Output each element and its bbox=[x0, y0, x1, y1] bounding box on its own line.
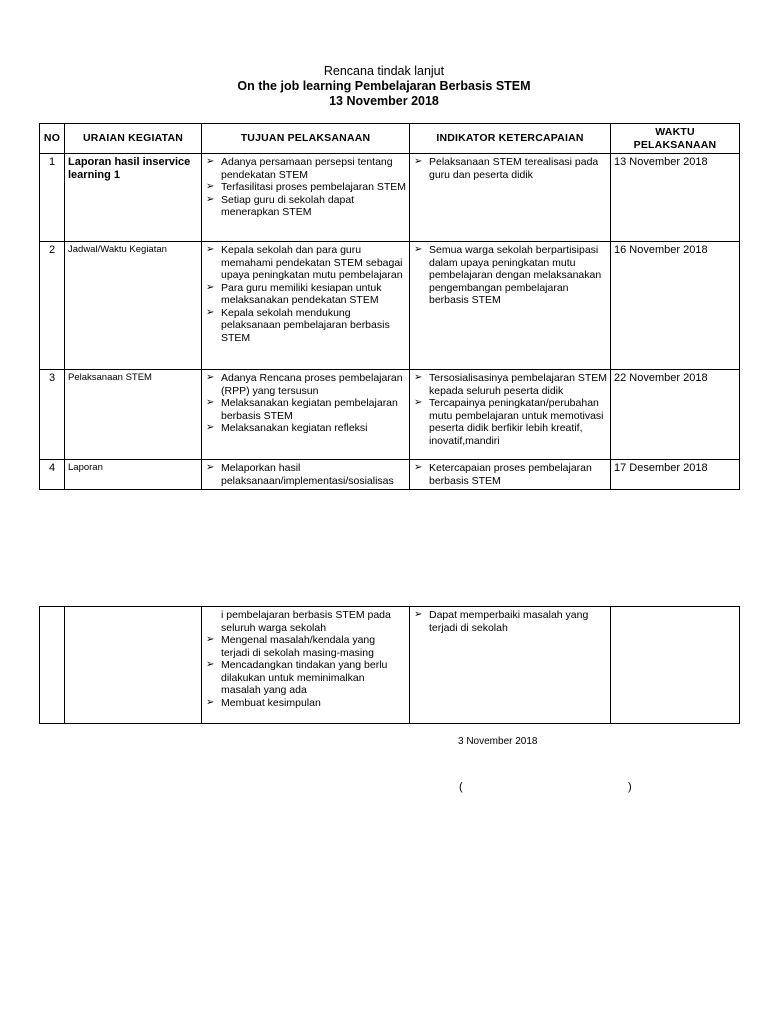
row-waktu: 17 Desember 2018 bbox=[611, 460, 740, 490]
row-indikator bbox=[410, 154, 611, 242]
table-row bbox=[40, 460, 740, 490]
list-item: ➢ Mengenal masalah/kendala yang terjadi di sekolah masing-masing bbox=[205, 634, 406, 659]
row-indikator bbox=[410, 460, 611, 490]
title-line-3: 13 November 2018 bbox=[329, 94, 439, 108]
table-row bbox=[40, 370, 740, 460]
row-waktu: 13 November 2018 bbox=[611, 154, 740, 242]
row-no: 3 bbox=[40, 370, 65, 460]
table-row bbox=[40, 607, 740, 724]
signature-open-paren: ( bbox=[459, 781, 463, 793]
list-item: ➢ Kepala sekolah mendukung pelaksanaan pembelajaran berbasis STEM bbox=[205, 307, 406, 345]
list-item: ➢ Melaksanakan kegiatan pembelajaran berbasis STEM bbox=[205, 397, 406, 422]
row-uraian bbox=[65, 607, 202, 724]
table-row bbox=[40, 242, 740, 370]
list-item: ➢ Mencadangkan tindakan yang berlu dilakukan untuk meminimalkan masalah yang ada bbox=[205, 659, 406, 697]
row-no: 1 bbox=[40, 154, 65, 242]
header-row bbox=[40, 124, 740, 154]
header-tujuan: TUJUAN PELAKSANAAN bbox=[202, 124, 410, 154]
list-item: ➢ Adanya persamaan persepsi tentang pendekatan STEM bbox=[205, 156, 406, 181]
row-indikator bbox=[410, 370, 611, 460]
row-indikator bbox=[410, 607, 611, 724]
row-no: 4 bbox=[40, 460, 65, 490]
list-item: ➢ Kepala sekolah dan para guru memahami pendekatan STEM sebagai upaya peningkatan mutu pembelajaran bbox=[205, 244, 406, 282]
list-item: ➢ Melaporkan hasil pelaksanaan/implementasi/sosialisas bbox=[205, 462, 406, 487]
header-waktu: WAKTU PELAKSANAAN bbox=[611, 124, 740, 154]
row-tujuan bbox=[202, 154, 410, 242]
signature-date: 3 November 2018 bbox=[458, 736, 538, 747]
signature-close-paren: ) bbox=[628, 781, 632, 793]
list-item: ➢ Terfasilitasi proses pembelajaran STEM bbox=[205, 181, 406, 194]
row-uraian: Jadwal/Waktu Kegiatan bbox=[65, 242, 202, 370]
list-item: ➢ Adanya Rencana proses pembelajaran (RPP) yang tersusun bbox=[205, 372, 406, 397]
row-uraian: Laporan hasil inservice learning 1 bbox=[65, 154, 202, 242]
list-item: ➢ Dapat memperbaiki masalah yang terjadi di sekolah bbox=[413, 609, 607, 634]
row-tujuan bbox=[202, 607, 410, 724]
row-indikator bbox=[410, 242, 611, 370]
title-line-1: Rencana tindak lanjut bbox=[323, 64, 445, 78]
list-item: ➢ Semua warga sekolah berpartisipasi dalam upaya peningkatan mutu pembelajaran dengan melaksanakan pengembangan pembelajaran berbasis STEM bbox=[413, 244, 607, 307]
row-tujuan bbox=[202, 242, 410, 370]
list-item: ➢ Ketercapaian proses pembelajaran berbasis STEM bbox=[413, 462, 607, 487]
row-tujuan bbox=[202, 370, 410, 460]
list-item: ➢ Membuat kesimpulan bbox=[205, 697, 406, 710]
table-row bbox=[40, 154, 740, 242]
list-item: ➢ Melaksanakan kegiatan refleksi bbox=[205, 422, 406, 435]
title-line-2: On the job learning Pembelajaran Berbasis STEM bbox=[237, 79, 531, 93]
row-waktu: 22 November 2018 bbox=[611, 370, 740, 460]
row-no bbox=[40, 607, 65, 724]
list-item: ➢ Setiap guru di sekolah dapat menerapkan STEM bbox=[205, 194, 406, 219]
list-item: ➢ Tersosialisasinya pembelajaran STEM kepada seluruh peserta didik bbox=[413, 372, 607, 397]
row-waktu bbox=[611, 607, 740, 724]
plan-table bbox=[39, 123, 740, 490]
list-item: ➢ Para guru memiliki kesiapan untuk melaksanakan pendekatan STEM bbox=[205, 282, 406, 307]
list-item-continued: i pembelajaran berbasis STEM pada seluruh warga sekolah bbox=[221, 609, 391, 634]
row-waktu: 16 November 2018 bbox=[611, 242, 740, 370]
row-no: 2 bbox=[40, 242, 65, 370]
row-uraian: Laporan bbox=[65, 460, 202, 490]
list-item: ➢ Tercapainya peningkatan/perubahan mutu pembelajaran untuk memotivasi peserta didik berfikir lebih kreatif, inovatif,mandiri bbox=[413, 397, 607, 447]
plan-table-continued bbox=[39, 606, 740, 724]
header-indikator: INDIKATOR KETERCAPAIAN bbox=[410, 124, 611, 154]
header-no: NO bbox=[40, 124, 65, 154]
row-tujuan bbox=[202, 460, 410, 490]
header-uraian: URAIAN KEGIATAN bbox=[65, 124, 202, 154]
row-uraian: Pelaksanaan STEM bbox=[65, 370, 202, 460]
document-title bbox=[0, 64, 768, 109]
list-item: ➢ Pelaksanaan STEM terealisasi pada guru dan peserta didik bbox=[413, 156, 607, 181]
